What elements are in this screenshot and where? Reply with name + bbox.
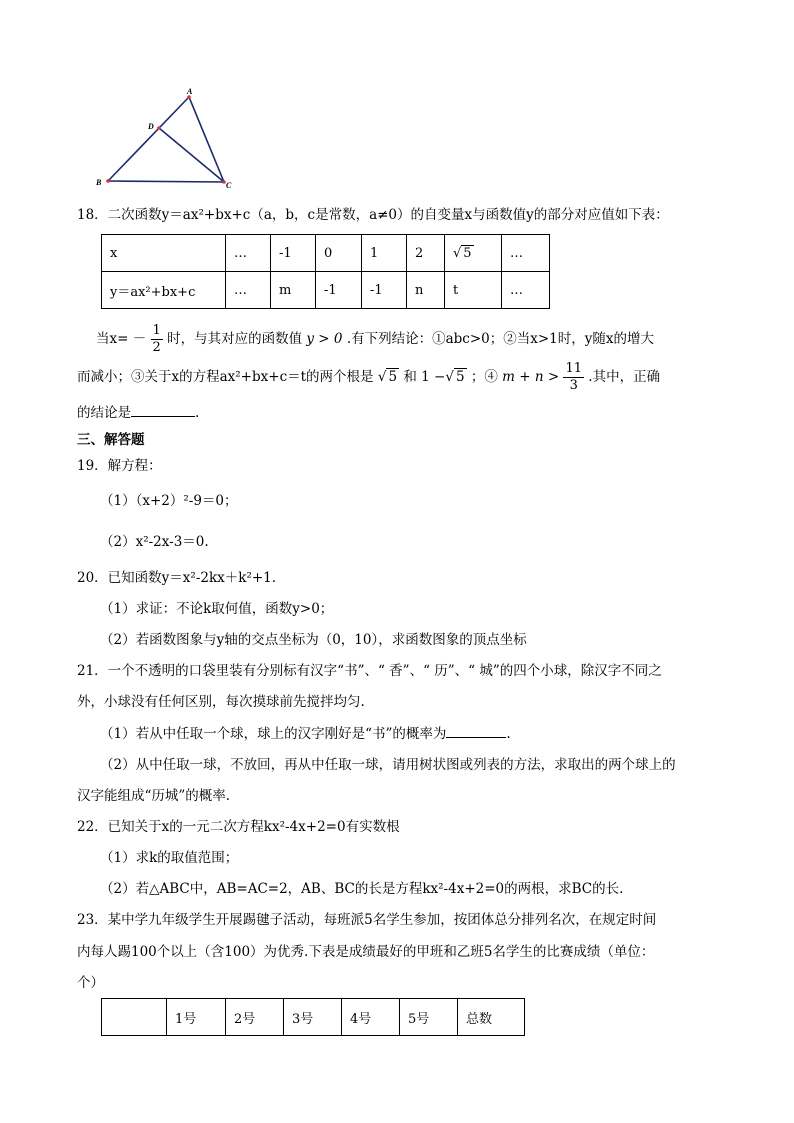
point-a-label: A bbox=[187, 87, 193, 96]
q20-part1: （1）求证：不论k取何值，函数y>0； bbox=[100, 601, 334, 617]
q18-table bbox=[101, 234, 550, 309]
answer-blank[interactable] bbox=[131, 402, 195, 417]
table-cell: x bbox=[102, 235, 226, 272]
q21-part2-line1: （2）从中任取一球，不放回，再从中任取一球，请用树状图或列表的方法，求取出的两个球上的 bbox=[100, 757, 676, 773]
text: 当x= － bbox=[96, 331, 147, 347]
table-cell: 0 bbox=[316, 235, 362, 272]
q23-table bbox=[101, 998, 525, 1036]
q21-part1: （1）若从中任取一个球，球上的汉字刚好是“书”的概率为 . bbox=[100, 723, 511, 744]
point-b-label: B bbox=[96, 178, 102, 187]
table-cell: y＝ax²+bx+c bbox=[102, 272, 226, 309]
table-cell: 1 bbox=[362, 235, 407, 272]
q19-title: 19．解方程： bbox=[77, 458, 162, 474]
fraction-half: $\frac{1}{2}$ bbox=[152, 323, 161, 355]
table-cell: … bbox=[226, 272, 271, 309]
table-cell: 5号 bbox=[400, 999, 458, 1036]
text: 1 − bbox=[421, 369, 446, 385]
q20-part2: （2）若函数图象与y轴的交点坐标为（0，10），求函数图象的顶点坐标 bbox=[100, 632, 527, 648]
sqrt-five: √ 5 bbox=[453, 245, 472, 261]
table-cell: m bbox=[271, 272, 316, 309]
table-cell: … bbox=[502, 272, 550, 309]
text: 的结论是 bbox=[77, 405, 131, 421]
fraction-eleven-thirds: $\frac{11}{3}$ bbox=[565, 361, 582, 393]
text: 而减小；③关于x的方程ax²+bx+c＝t的两个根是 bbox=[77, 369, 374, 385]
text: （1）若从中任取一个球，球上的汉字刚好是“书”的概率为 bbox=[100, 726, 447, 742]
q23-line1: 23．某中学九年级学生开展踢毽子活动，每班派5名学生参加，按团体总分排列名次，在规定时间 bbox=[77, 912, 657, 928]
table-row bbox=[102, 235, 550, 272]
table-cell: -1 bbox=[362, 272, 407, 309]
q18-intro: 18．二次函数y＝ax²+bx+c（a，b，c是常数，a≠0）的自变量x与函数值y的部分对应值如下表： bbox=[77, 207, 669, 223]
condition: y > 0 bbox=[306, 331, 343, 347]
table-cell: n bbox=[407, 272, 445, 309]
table-cell: … bbox=[502, 235, 550, 272]
text: .其中，正确 bbox=[588, 369, 661, 385]
table-cell bbox=[445, 235, 502, 272]
q23-line2: 内每人踢100个以上（含100）为优秀.下表是成绩最好的甲班和乙班5名学生的比赛成绩（单位： bbox=[77, 944, 655, 960]
q21-line2: 外，小球没有任何区别，每次摸球前先搅拌均匀. bbox=[77, 694, 365, 710]
text: ；④ bbox=[470, 369, 498, 385]
table-cell: 总数 bbox=[458, 999, 525, 1036]
table-cell: 1号 bbox=[167, 999, 226, 1036]
q20-title: 20．已知函数y＝x²-2kx＋k²+1. bbox=[77, 570, 277, 586]
table-row bbox=[102, 999, 525, 1036]
table-cell: -1 bbox=[271, 235, 316, 272]
text: .有下列结论：①abc>0；②当x>1时，y随x的增大 bbox=[346, 331, 655, 347]
text: 和 bbox=[403, 369, 417, 385]
table-cell: 2 bbox=[407, 235, 445, 272]
point-c-label: C bbox=[226, 181, 232, 190]
table-cell: t bbox=[445, 272, 502, 309]
table-cell: … bbox=[226, 235, 271, 272]
table-cell bbox=[102, 999, 167, 1036]
q22-part2: （2）若△ABC中，AB=AC=2，AB、BC的长是方程kx²-4x+2=0的两根，求BC的长. bbox=[100, 881, 624, 897]
q18-line3: 的结论是 . bbox=[77, 402, 199, 423]
q19-part1: （1）（x+2）²-9＝0； bbox=[100, 493, 238, 509]
point-d-label: D bbox=[148, 122, 154, 131]
table-cell: -1 bbox=[316, 272, 362, 309]
q23-line3: 个） bbox=[77, 975, 104, 991]
q22-title: 22．已知关于x的一元二次方程kx²-4x+2=0有实数根 bbox=[77, 819, 400, 835]
section-heading: 三、解答题 bbox=[77, 432, 145, 448]
q18-line1 bbox=[96, 322, 654, 356]
inequality: m + n > bbox=[502, 369, 560, 385]
text: 时，与其对应的函数值 bbox=[167, 331, 303, 347]
q22-part1: （1）求k的取值范围； bbox=[100, 850, 239, 866]
sqrt-five: √ 5 bbox=[377, 369, 398, 385]
triangle-figure bbox=[90, 85, 240, 195]
sqrt-five: √ 5 bbox=[445, 369, 465, 385]
q21-part2-line2: 汉字能组成“历城”的概率. bbox=[77, 788, 231, 804]
q21-line1: 21．一个不透明的口袋里装有分别标有汉字“书”、“ 香”、“ 历”、“ 城”的四个小球，除汉字不同之 bbox=[77, 663, 662, 679]
table-row bbox=[102, 272, 550, 309]
table-cell: 4号 bbox=[342, 999, 400, 1036]
q18-line2 bbox=[77, 360, 660, 394]
table-cell: 2号 bbox=[226, 999, 284, 1036]
q19-part2: （2）x²-2x-3＝0. bbox=[100, 534, 209, 550]
answer-blank[interactable] bbox=[446, 723, 506, 738]
table-cell: 3号 bbox=[284, 999, 342, 1036]
